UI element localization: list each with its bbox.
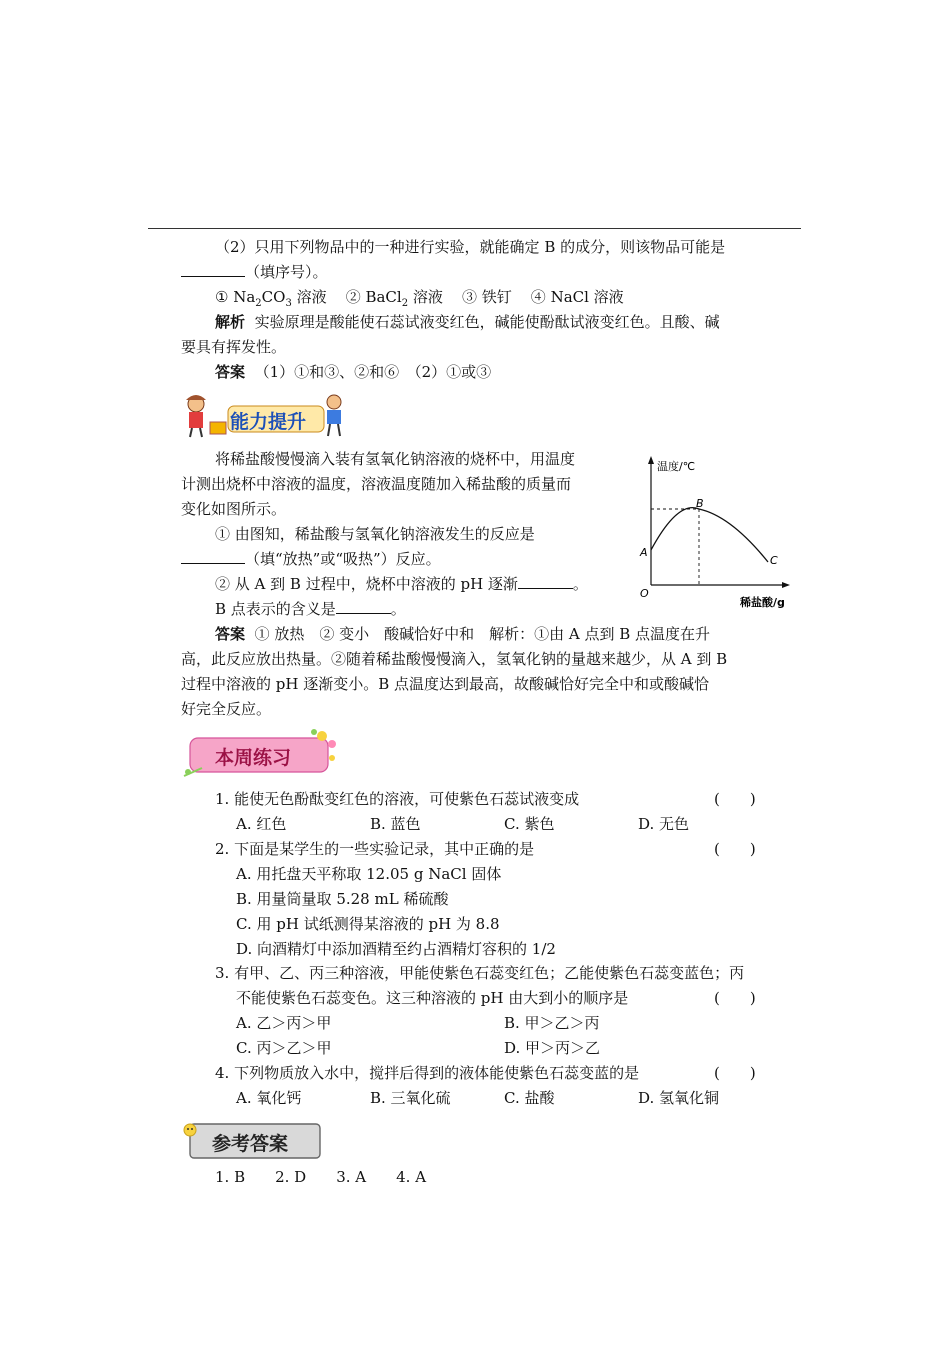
weekly-q3-d: D. 甲＞丙＞乙 <box>504 1039 601 1057</box>
origin-label: O <box>640 587 649 600</box>
ability-q1-line1: ① 由图知，稀盐酸与氢氧化钠溶液发生的反应是 <box>215 525 535 543</box>
x-axis-arrow <box>782 582 790 588</box>
ability-answer-line3: 过程中溶液的 pH 逐渐变小。B 点温度达到最高，故酸碱恰好完全中和或酸碱恰 <box>181 675 710 693</box>
prev-q2-line1: （2）只用下列物品中的一种进行实验，就能确定 B 的成分，则该物品可能是 <box>215 238 726 256</box>
ability-q2: ② 从 A 到 B 过程中，烧杯中溶液的 pH 逐渐 。 <box>215 575 588 593</box>
option-2: ② BaCl$_2$ 溶液 <box>345 288 443 309</box>
option-1: ① $Na_2CO_3$ 溶液 <box>215 288 327 309</box>
answer-label: 答案 <box>215 625 246 643</box>
y-axis-label: 温度/℃ <box>657 460 696 473</box>
weekly-q2-c: C. 用 pH 试纸测得某溶液的 pH 为 8.8 <box>236 915 500 933</box>
weekly-q4-d: D. 氢氧化铜 <box>638 1089 720 1107</box>
temperature-curve <box>651 508 768 562</box>
ability-answer-line2: 高，此反应放出热量。②随着稀盐酸慢慢滴入，氢氧化钠的量越来越少，从 A 到 B <box>181 650 728 668</box>
temperature-graph <box>636 452 796 614</box>
answer-blank <box>181 262 245 277</box>
answer-paren: ( ) <box>714 989 756 1007</box>
answer-blank <box>181 549 245 564</box>
x-axis-label: 稀盐酸/g <box>740 596 785 609</box>
weekly-q4-b: B. 三氧化硫 <box>370 1089 451 1107</box>
analysis-label: 解析 <box>215 313 246 331</box>
ability-para-line2: 计测出烧杯中溶液的温度，溶液温度随加入稀盐酸的质量而 <box>181 475 572 493</box>
weekly-q2-b: B. 用量筒量取 5.28 mL 稀硫酸 <box>236 890 449 908</box>
ability-para-line3: 变化如图所示。 <box>181 500 287 518</box>
weekly-q1-c: C. 紫色 <box>504 815 555 833</box>
reference-banner <box>180 1118 325 1162</box>
weekly-q3-line2: 不能使紫色石蕊变色。这三种溶液的 pH 由大到小的顺序是 <box>236 989 629 1007</box>
y-axis-arrow <box>648 456 654 464</box>
ability-answer-line1: 答案 ① 放热 ② 变小 酸碱恰好中和 解析：①由 A 点到 B 点温度在升 <box>215 625 711 643</box>
option-3: ③ 铁钉 <box>461 288 512 306</box>
ability-q3: B 点表示的含义是 。 <box>215 600 406 618</box>
weekly-q2-a: A. 用托盘天平称取 12.05 g NaCl 固体 <box>236 865 502 883</box>
weekly-q1-b: B. 蓝色 <box>370 815 421 833</box>
point-c-label: C <box>770 554 778 567</box>
ability-banner <box>180 392 350 438</box>
weekly-q1-a: A. 红色 <box>236 815 287 833</box>
ability-para-line1: 将稀盐酸慢慢滴入装有氢氧化钠溶液的烧杯中，用温度 <box>215 450 576 468</box>
weekly-q1-d: D. 无色 <box>638 815 690 833</box>
weekly-q4-a: A. 氧化钙 <box>236 1089 302 1107</box>
reference-answers: 1. B 2. D 3. A 4. A <box>215 1168 427 1186</box>
weekly-banner <box>182 728 340 780</box>
point-b-label: B <box>696 497 704 510</box>
ability-answer-line4: 好完全反应。 <box>181 700 272 718</box>
answer-paren: ( ) <box>714 840 756 858</box>
weekly-q3-line1: 3. 有甲、乙、丙三种溶液，甲能使紫色石蕊变红色；乙能使紫色石蕊变蓝色；丙 <box>215 964 745 982</box>
banner-title: 能力提升 <box>230 411 307 433</box>
banner-title: 本周练习 <box>215 747 292 769</box>
prev-options <box>215 287 624 314</box>
answer-blank <box>336 599 391 614</box>
top-rule <box>148 228 801 229</box>
prev-q2-line2: （填序号）。 <box>181 262 328 282</box>
prev-answer: 答案 （1）①和③、②和⑥ （2）①或③ <box>215 363 492 381</box>
weekly-q2-d: D. 向酒精灯中添加酒精至约占酒精灯容积的 1/2 <box>236 940 556 958</box>
option-4: ④ NaCl 溶液 <box>530 288 624 306</box>
weekly-q4: 4. 下列物质放入水中，搅拌后得到的液体能使紫色石蕊变蓝的是 <box>215 1064 640 1082</box>
answer-label: 答案 <box>215 363 246 381</box>
point-a-label: A <box>640 546 648 559</box>
weekly-q4-c: C. 盐酸 <box>504 1089 555 1107</box>
prev-analysis-line1: 解析 实验原理是酸能使石蕊试液变红色，碱能使酚酞试液变红色。且酸、碱 <box>215 313 720 331</box>
answer-paren: ( ) <box>714 790 756 808</box>
weekly-q1: 1. 能使无色酚酞变红色的溶液，可使紫色石蕊试液变成 <box>215 790 580 808</box>
ability-q1-line2: （填“放热”或“吸热”）反应。 <box>181 549 441 569</box>
prev-analysis-line2: 要具有挥发性。 <box>181 338 287 356</box>
weekly-q2: 2. 下面是某学生的一些实验记录，其中正确的是 <box>215 840 535 858</box>
banner-title: 参考答案 <box>212 1133 289 1155</box>
answer-paren: ( ) <box>714 1064 756 1082</box>
weekly-q3-b: B. 甲＞乙＞丙 <box>504 1014 600 1032</box>
weekly-q3-a: A. 乙＞丙＞甲 <box>236 1014 332 1032</box>
answer-blank <box>518 574 573 589</box>
weekly-q3-c: C. 丙＞乙＞甲 <box>236 1039 332 1057</box>
